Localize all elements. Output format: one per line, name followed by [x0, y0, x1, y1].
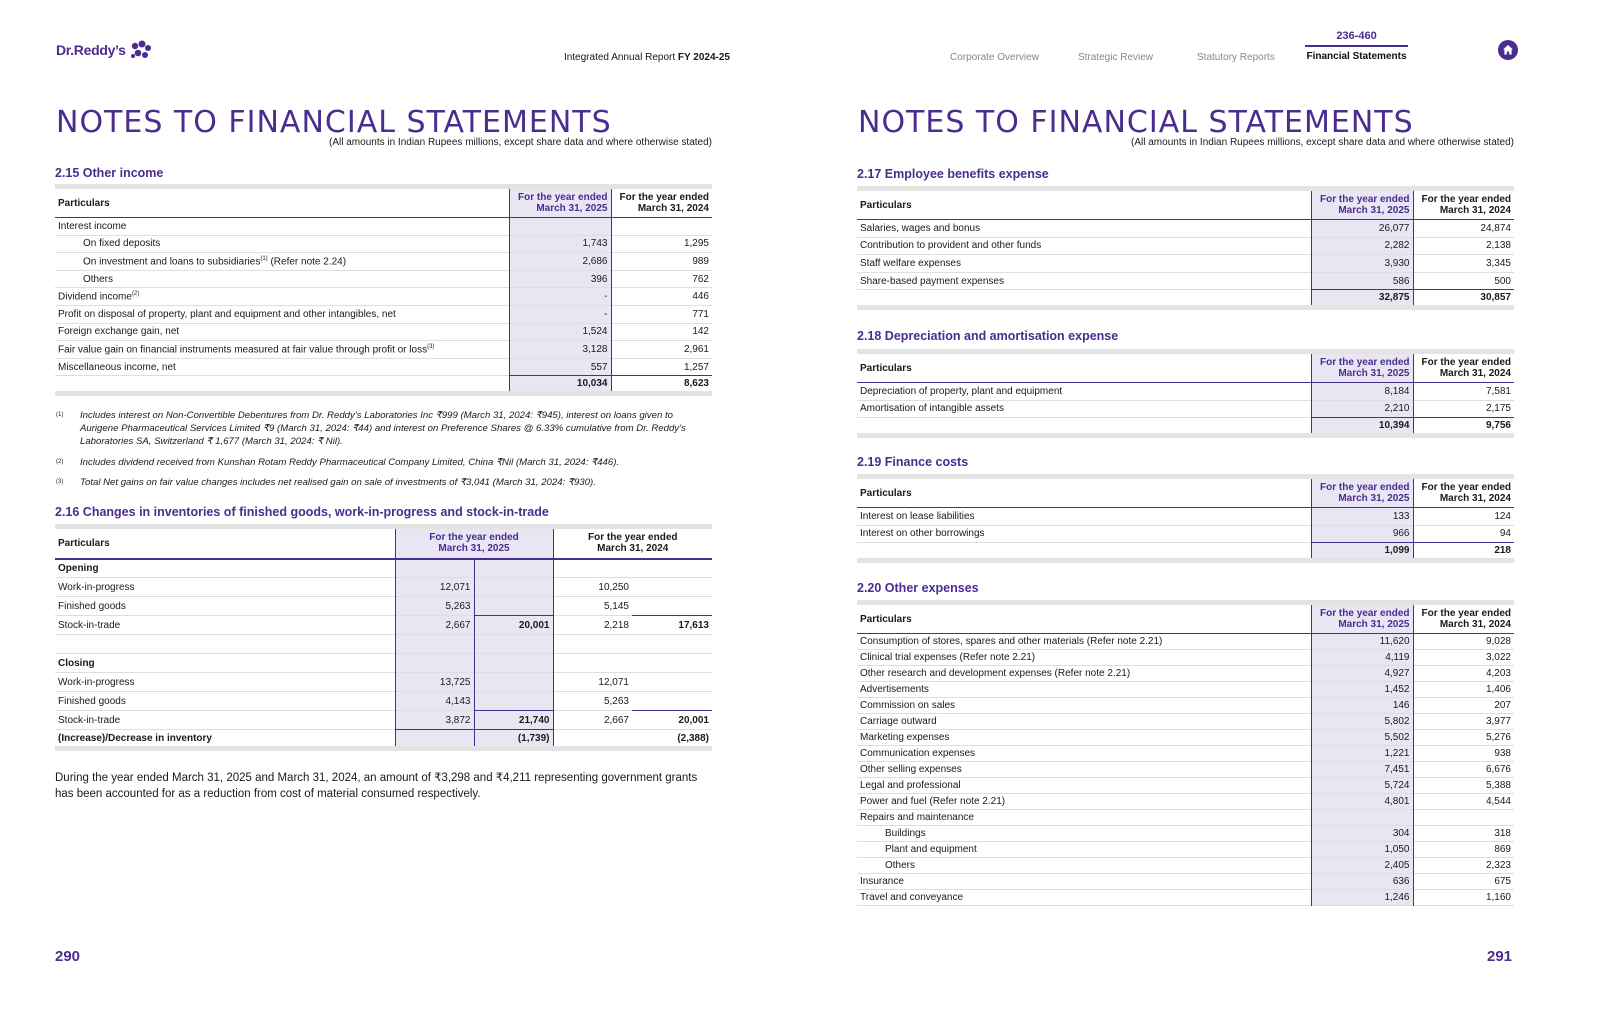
previous-year-value: 2,175	[1485, 403, 1511, 415]
nav-financial-statements[interactable]	[1305, 30, 1408, 62]
table-row: Stock-in-trade 3,872 21,740 2,667 20,001	[55, 711, 712, 730]
current-year-value: 11,620	[1311, 634, 1413, 650]
table-row	[857, 730, 1514, 746]
row-label: Profit on disposal of property, plant and equipment and other intangibles, net	[58, 308, 396, 320]
col-header-current-year: For the year ended March 31, 2025	[509, 187, 611, 218]
footnote-2: (2) Includes dividend received from Kunshan Rotam Reddy Pharmaceutical Company Limited, China ₹Nil (March 31, 2024: ₹446).	[56, 457, 620, 468]
previous-year-value: 94	[1499, 528, 1511, 540]
current-year-value: 1,246	[1311, 890, 1413, 906]
row-label: Commission on sales	[860, 700, 956, 711]
row-label: Clinical trial expenses (Refer note 2.21)	[860, 652, 1036, 663]
row-label: Fair value gain on financial instruments measured at fair value through profit or loss$^{(3)}$	[58, 343, 435, 356]
inventories-table	[55, 524, 712, 751]
table-row: Stock-in-trade 2,667 20,001 2,218 17,613	[55, 616, 712, 635]
current-year-value: 1,050	[1311, 842, 1413, 858]
current-year-value: 146	[1311, 698, 1413, 714]
table-row: Finished goods 4,143 5,263	[55, 692, 712, 711]
total-row	[857, 418, 1514, 436]
table-row	[857, 810, 1514, 826]
row-label: Plant and equipment	[885, 844, 977, 855]
previous-year-value: 318	[1494, 828, 1511, 839]
table-row: Work-in-progress 12,071 10,250	[55, 578, 712, 597]
current-year-value: 5,502	[1311, 730, 1413, 746]
row-label: Foreign exchange gain, net	[58, 326, 180, 338]
col-header-current-year: For the year ended March 31, 2025	[1311, 189, 1413, 220]
finance-costs-table	[857, 474, 1514, 563]
previous-year-value	[611, 218, 712, 236]
current-year-value: 4,801	[1311, 794, 1413, 810]
current-year-value: 1,452	[1311, 682, 1413, 698]
current-year-value: 636	[1311, 874, 1413, 890]
row-label: Staff welfare expenses	[860, 257, 961, 269]
total-row	[55, 376, 712, 394]
current-year-total: 10,394	[1311, 418, 1413, 436]
table-row	[857, 826, 1514, 842]
row-label: Interest income	[58, 220, 127, 232]
current-year-value: 2,210	[1311, 400, 1413, 418]
previous-year-value: 3,977	[1485, 716, 1511, 727]
table-row	[857, 634, 1514, 650]
logo-text: Dr.Reddy’s	[56, 42, 126, 58]
table-row	[55, 270, 712, 288]
table-row	[857, 650, 1514, 666]
current-year-value: 3,128	[509, 341, 611, 359]
table-row	[857, 237, 1514, 255]
col-header-current-year: For the year ended March 31, 2025	[1311, 603, 1413, 634]
company-logo[interactable]	[56, 40, 152, 60]
table-row	[55, 218, 712, 236]
current-year-value: 3,930	[1311, 255, 1413, 273]
current-year-value	[509, 218, 611, 236]
government-grants-paragraph: During the year ended March 31, 2025 and March 31, 2024, an amount of ₹3,298 and ₹4,211 representing government grants has been accounted for as a reduction from cost of material consumed respectively.	[55, 772, 698, 801]
col-header-previous-year: For the year ended March 31, 2024	[553, 527, 712, 559]
home-button[interactable]	[1498, 40, 1518, 60]
previous-year-value: 446	[692, 291, 709, 303]
previous-year-value: 500	[1494, 275, 1511, 287]
row-label: Legal and professional	[860, 780, 961, 791]
previous-year-total: 9,756	[1413, 418, 1514, 436]
table-row	[857, 778, 1514, 794]
previous-year-total: 218	[1413, 543, 1514, 561]
previous-year-value: 6,676	[1485, 764, 1511, 775]
row-label: Buildings	[885, 828, 926, 839]
table-row	[857, 383, 1514, 401]
current-year-value: 966	[1311, 525, 1413, 543]
current-year-value: 4,927	[1311, 666, 1413, 682]
nav-page-range: 236-460	[1336, 30, 1377, 42]
table-row	[857, 890, 1514, 906]
table-row	[55, 288, 712, 306]
current-year-value: 8,184	[1311, 383, 1413, 401]
section-title-employee-benefits: 2.17 Employee benefits expense	[857, 167, 1049, 181]
row-label: Other research and development expenses (Refer note 2.21)	[860, 668, 1131, 679]
row-label: Contribution to provident and other funds	[860, 240, 1042, 252]
row-label: Advertisements	[860, 684, 929, 695]
total-row	[857, 543, 1514, 561]
col-header-previous-year: For the year ended March 31, 2024	[1413, 603, 1514, 634]
row-label: Repairs and maintenance	[860, 812, 974, 823]
table-row	[55, 235, 712, 253]
right-page	[800, 0, 1600, 1012]
table-row	[857, 762, 1514, 778]
table-row: Finished goods 5,263 5,145	[55, 597, 712, 616]
col-header-particulars: Particulars	[857, 603, 1311, 634]
previous-year-value: 1,257	[683, 361, 709, 373]
previous-year-value: 7,581	[1485, 385, 1511, 397]
row-label: Travel and conveyance	[860, 892, 964, 903]
row-label: Interest on other borrowings	[860, 528, 985, 540]
amount-note: (All amounts in Indian Rupees millions, except share data and where otherwise stated)	[329, 137, 712, 148]
current-year-value: 133	[1311, 508, 1413, 526]
table-row: Opening	[55, 559, 712, 578]
table-row	[55, 635, 712, 654]
current-year-value: 304	[1311, 826, 1413, 842]
amount-note: (All amounts in Indian Rupees millions, except share data and where otherwise stated)	[1131, 137, 1514, 148]
previous-year-value: 4,203	[1485, 668, 1511, 679]
section-title-other-expenses: 2.20 Other expenses	[857, 581, 979, 595]
previous-year-value: 762	[692, 273, 709, 285]
current-year-value: 26,077	[1311, 220, 1413, 238]
previous-year-value: 142	[692, 326, 709, 338]
current-year-value: 396	[509, 270, 611, 288]
row-label: Carriage outward	[860, 716, 937, 727]
employee-benefits-table	[857, 186, 1514, 310]
previous-year-value: 2,323	[1485, 860, 1511, 871]
total-row	[857, 290, 1514, 308]
table-row	[857, 220, 1514, 238]
row-label: Dividend income$^{(2)}$	[58, 291, 140, 303]
current-year-value: 7,451	[1311, 762, 1413, 778]
page-title: NOTES TO FINANCIAL STATEMENTS	[858, 105, 1414, 140]
current-year-value: 1,743	[509, 235, 611, 253]
row-label: Share-based payment expenses	[860, 275, 1004, 287]
previous-year-value	[1413, 810, 1514, 826]
previous-year-value: 1,160	[1485, 892, 1511, 903]
row-label: Salaries, wages and bonus	[860, 222, 981, 234]
previous-year-value: 675	[1494, 876, 1511, 887]
report-title: Integrated Annual Report FY 2024-25	[563, 52, 730, 63]
col-header-particulars: Particulars	[55, 527, 395, 559]
previous-year-value: 4,544	[1485, 796, 1511, 807]
row-label: Power and fuel (Refer note 2.21)	[860, 796, 1006, 807]
table-row	[55, 323, 712, 341]
table-row	[857, 255, 1514, 273]
row-label: Insurance	[860, 876, 904, 887]
row-label: Marketing expenses	[860, 732, 950, 743]
current-year-value: 2,686	[509, 253, 611, 271]
table-row	[857, 698, 1514, 714]
previous-year-total: 8,623	[611, 376, 712, 394]
table-row	[857, 400, 1514, 418]
previous-year-value: 869	[1494, 844, 1511, 855]
section-title-finance-costs: 2.19 Finance costs	[857, 455, 969, 469]
row-label: Other selling expenses	[860, 764, 962, 775]
nav-statutory-reports[interactable]: Statutory Reports	[1197, 52, 1275, 63]
section-title-depreciation: 2.18 Depreciation and amortisation expense	[857, 329, 1119, 343]
row-label: Interest on lease liabilities	[860, 510, 975, 522]
previous-year-total: 30,857	[1413, 290, 1514, 308]
col-header-particulars: Particulars	[857, 477, 1311, 508]
current-year-value: 2,282	[1311, 237, 1413, 255]
table-row	[857, 842, 1514, 858]
current-year-value	[1311, 810, 1413, 826]
table-row	[857, 272, 1514, 290]
row-label: Communication expenses	[860, 748, 976, 759]
table-row	[55, 305, 712, 323]
previous-year-value: 938	[1494, 748, 1511, 759]
table-row	[857, 794, 1514, 810]
previous-year-value: 207	[1494, 700, 1511, 711]
previous-year-value: 5,388	[1485, 780, 1511, 791]
nav-corporate-overview[interactable]: Corporate Overview	[950, 52, 1039, 63]
nav-active-label: Financial Statements	[1305, 45, 1408, 62]
row-label: On fixed deposits	[83, 238, 161, 250]
current-year-total: 10,034	[509, 376, 611, 394]
previous-year-value: 771	[692, 308, 709, 320]
logo-molecule-icon	[130, 40, 152, 60]
row-label: Depreciation of property, plant and equipment	[860, 385, 1063, 397]
page-title: NOTES TO FINANCIAL STATEMENTS	[56, 105, 612, 140]
col-header-previous-year: For the year ended March 31, 2024	[1413, 189, 1514, 220]
col-header-previous-year: For the year ended March 31, 2024	[611, 187, 712, 218]
previous-year-value: 24,874	[1480, 222, 1511, 234]
section-title-other-income: 2.15 Other income	[55, 166, 164, 180]
previous-year-value: 1,406	[1485, 684, 1511, 695]
previous-year-value: 2,138	[1485, 240, 1511, 252]
table-row	[857, 666, 1514, 682]
footnote-3: (3) Total Net gains on fair value changes includes net realised gain on sale of investments of ₹3,041 (March 31, 2024: ₹930).	[56, 477, 596, 488]
table-row	[857, 858, 1514, 874]
previous-year-value: 1,295	[683, 238, 709, 250]
col-header-particulars: Particulars	[55, 187, 509, 218]
col-header-previous-year: For the year ended March 31, 2024	[1413, 352, 1514, 383]
row-label: Consumption of stores, spares and other materials (Refer note 2.21)	[860, 636, 1163, 647]
page-number-right: 291	[1487, 948, 1513, 965]
depreciation-table	[857, 349, 1514, 438]
previous-year-value: 5,276	[1485, 732, 1511, 743]
other-expenses-table	[857, 600, 1514, 906]
table-row	[55, 253, 712, 271]
current-year-value: 586	[1311, 272, 1413, 290]
col-header-previous-year: For the year ended March 31, 2024	[1413, 477, 1514, 508]
current-year-value: 5,724	[1311, 778, 1413, 794]
row-label: On investment and loans to subsidiaries$^{(1)}$ (Refer note 2.24)	[83, 255, 347, 268]
previous-year-value: 989	[692, 255, 709, 267]
previous-year-value: 3,345	[1485, 257, 1511, 269]
table-row	[55, 358, 712, 376]
table-row	[55, 341, 712, 359]
current-year-value: 5,802	[1311, 714, 1413, 730]
table-row	[857, 682, 1514, 698]
row-label: Miscellaneous income, net	[58, 361, 176, 373]
other-income-table	[55, 184, 712, 396]
current-year-value: 1,221	[1311, 746, 1413, 762]
current-year-total: 1,099	[1311, 543, 1413, 561]
table-row: Closing	[55, 654, 712, 673]
col-header-particulars: Particulars	[857, 352, 1311, 383]
table-row: Work-in-progress 13,725 12,071	[55, 673, 712, 692]
table-row	[857, 508, 1514, 526]
col-header-particulars: Particulars	[857, 189, 1311, 220]
home-icon	[1502, 44, 1514, 56]
col-header-current-year: For the year ended March 31, 2025	[1311, 477, 1413, 508]
current-year-value: -	[509, 288, 611, 306]
previous-year-value: 124	[1494, 510, 1511, 522]
nav-strategic-review[interactable]: Strategic Review	[1078, 52, 1154, 63]
col-header-current-year: For the year ended March 31, 2025	[395, 527, 553, 559]
table-row	[857, 525, 1514, 543]
current-year-value: -	[509, 305, 611, 323]
table-row	[857, 874, 1514, 890]
previous-year-value: 2,961	[683, 343, 709, 355]
row-label: Amortisation of intangible assets	[860, 403, 1004, 415]
table-row: (Increase)/Decrease in inventory (1,739) (2,388)	[55, 730, 712, 749]
previous-year-value: 9,028	[1485, 636, 1511, 647]
previous-year-value: 3,022	[1485, 652, 1511, 663]
row-label: Others	[885, 860, 916, 871]
current-year-value: 4,119	[1311, 650, 1413, 666]
col-header-current-year: For the year ended March 31, 2025	[1311, 352, 1413, 383]
page-number-left: 290	[55, 948, 81, 965]
current-year-total: 32,875	[1311, 290, 1413, 308]
current-year-value: 2,405	[1311, 858, 1413, 874]
current-year-value: 557	[509, 358, 611, 376]
row-label: Others	[83, 273, 114, 285]
footnote-1: (1) Includes interest on Non-Convertible Debentures from Dr. Reddy’s Laboratories Inc ₹999 (March 31, 2024: ₹945), interest on loans given to Aurigene Pharmaceutical Services Limited ₹9 (March 31, 2024: ₹44) and interest on Preference Shares @ 6.33% cumulative from Dr. Reddy’s Laboratories SA, Switzerland ₹ 1,677 (March 31, 2024: ₹ Nil).	[56, 410, 686, 447]
section-title-inventories: 2.16 Changes in inventories of finished goods, work-in-progress and stock-in-trade	[55, 505, 549, 519]
table-row	[857, 746, 1514, 762]
current-year-value: 1,524	[509, 323, 611, 341]
table-row	[857, 714, 1514, 730]
